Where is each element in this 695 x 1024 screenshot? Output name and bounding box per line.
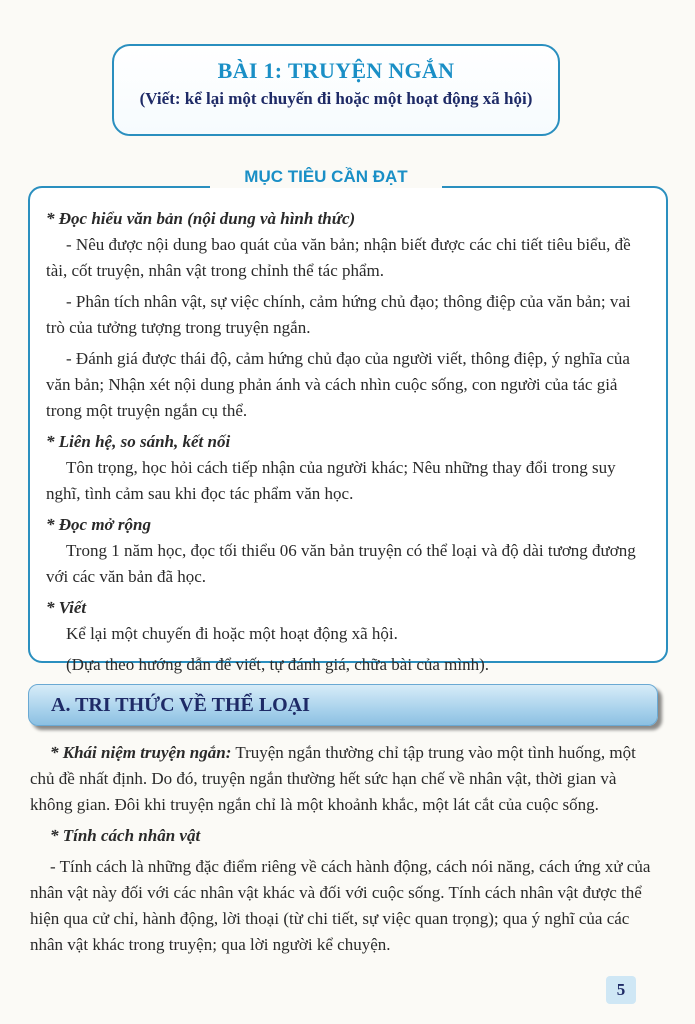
extended-heading: * Đọc mở rộng: [46, 515, 151, 534]
page-number: 5: [606, 976, 636, 1004]
character-heading: * Tính cách nhân vật: [50, 826, 201, 845]
reading-item-2: - Phân tích nhân vật, sự việc chính, cảm hứng chủ đạo; thông điệp của văn bản; vai trò của tưởng tượng trong truyện ngắn.: [46, 292, 631, 337]
writing-heading: * Viết: [46, 598, 87, 617]
connect-heading: * Liên hệ, so sánh, kết nối: [46, 432, 231, 451]
lesson-subtitle: (Viết: kể lại một chuyến đi hoặc một hoạt động xã hội): [139, 89, 533, 108]
extended-text: Trong 1 năm học, đọc tối thiểu 06 văn bản truyện có thể loại và độ dài tương đương với các văn bản đã học.: [46, 541, 636, 586]
connect-text: Tôn trọng, học hỏi cách tiếp nhận của người khác; Nêu những thay đổi trong suy nghĩ, tình cảm sau khi đọc tác phẩm văn học.: [46, 458, 616, 503]
lesson-title-box: [112, 44, 560, 136]
writing-text-2: (Dựa theo hướng dẫn để viết, tự đánh giá, chữa bài của mình).: [66, 655, 490, 674]
reading-heading: * Đọc hiểu văn bản (nội dung và hình thức): [46, 209, 356, 228]
concept-text: Truyện ngắn thường chỉ tập trung vào một tình huống, một chủ đề nhất định. Do đó, truyện ngắn thường hết sức hạn chế về nhân vật, thời gian và không gian. Đôi khi truyện ngắn chỉ là một khoảnh khắc, một lát cắt của cuộc sống.: [30, 743, 636, 814]
writing-text-1: Kể lại một chuyến đi hoặc một hoạt động xã hội.: [66, 624, 398, 643]
lesson-title: BÀI 1: TRUYỆN NGẮN: [217, 58, 455, 83]
reading-item-1: - Nêu được nội dung bao quát của văn bản; nhận biết được các chi tiết tiêu biểu, đề tài, cốt truyện, nhân vật trong chỉnh thể tác phẩm.: [46, 235, 631, 280]
goals-title: MỤC TIÊU CẦN ĐẠT: [210, 166, 442, 188]
section-a-content: [30, 740, 652, 963]
character-text: - Tính cách là những đặc điểm riêng về cách hành động, cách nói năng, cách ứng xử của nhân vật này đối với các nhân vật khác và đối với cuộc sống. Tính cách nhân vật được thể hiện qua cử chỉ, hành động, lời thoại (từ chi tiết, sự việc quan trọng); qua ý nghĩ của các nhân vật khác trong truyện; qua lời người kể chuyện.: [30, 857, 651, 954]
concept-term: * Khái niệm truyện ngắn:: [50, 743, 232, 762]
concept-paragraph: [30, 740, 652, 818]
goals-content: [46, 206, 652, 683]
reading-item-3: - Đánh giá được thái độ, cảm hứng chủ đạo của người viết, thông điệp, ý nghĩa của văn bản; Nhận xét nội dung phản ánh và cách nhìn cuộc sống, con người của tác giả trong một truyện ngắn cụ thể.: [46, 349, 630, 420]
section-a-title: A. TRI THỨC VỀ THỂ LOẠI: [28, 684, 658, 726]
